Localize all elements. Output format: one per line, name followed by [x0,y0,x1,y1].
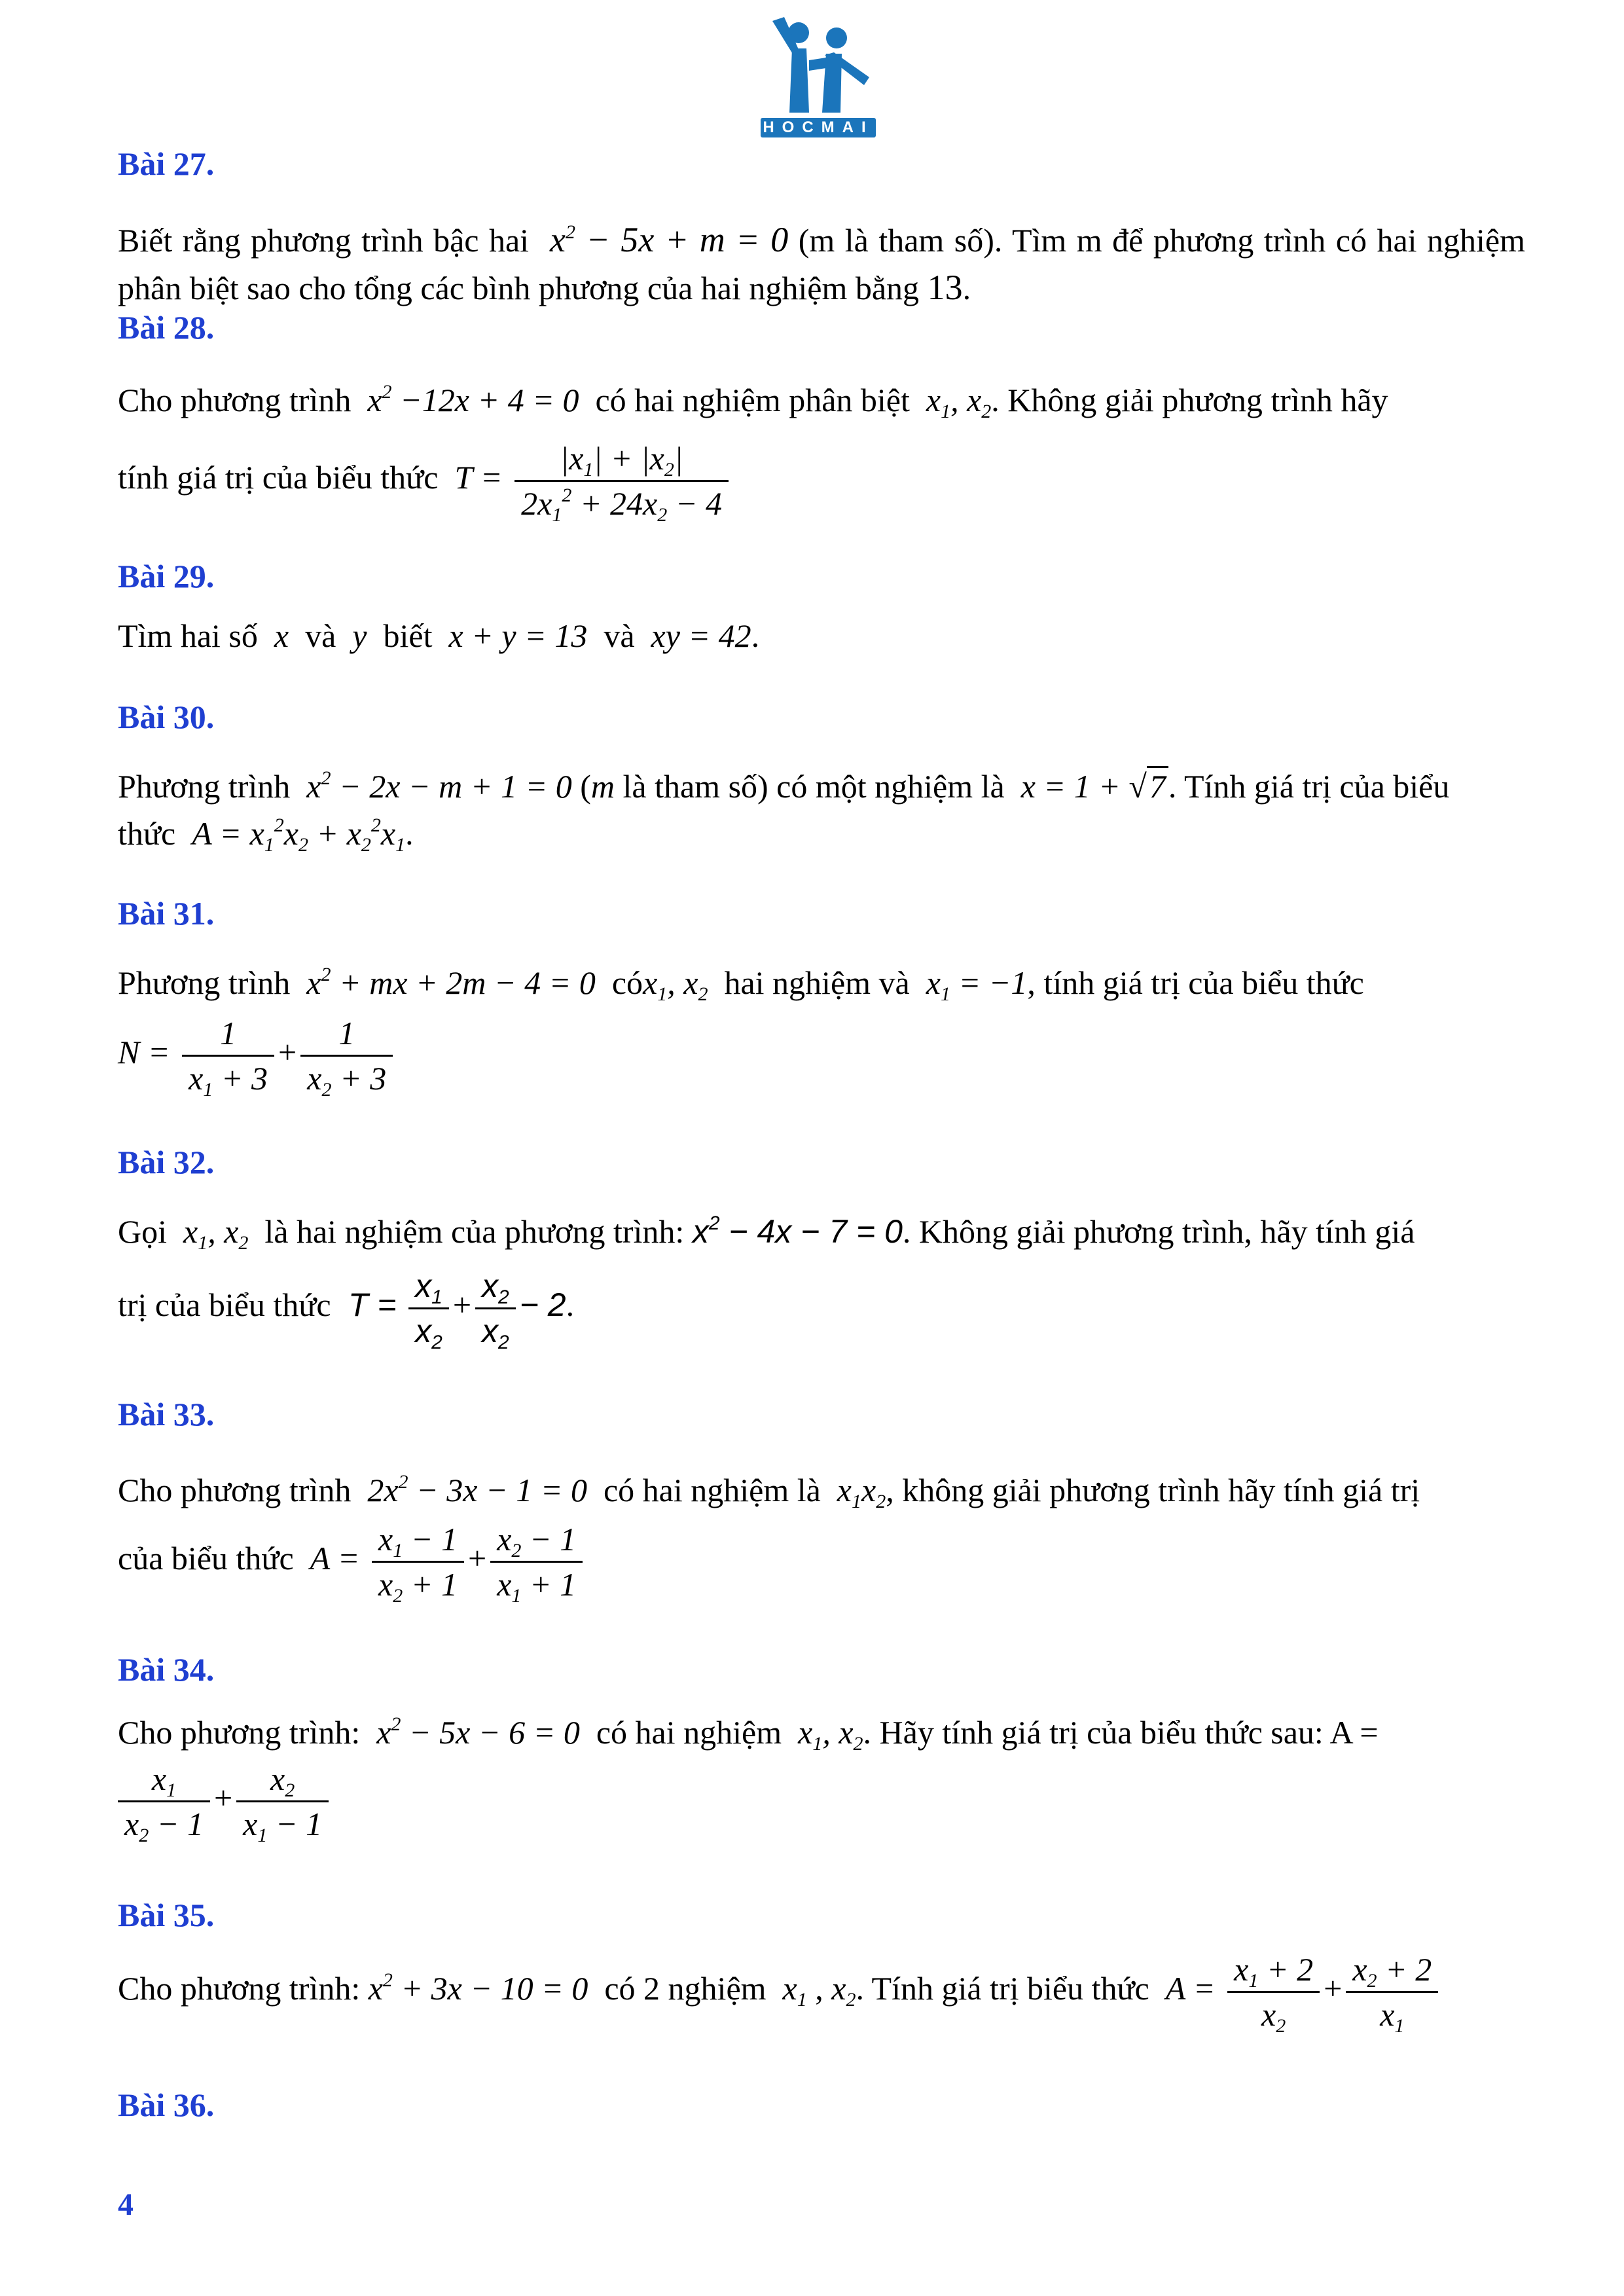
problem-29 [118,556,1525,659]
problem-30 [118,697,1525,857]
fraction: $\frac{x_1 - 1}{x_2 + 1}$ [372,1518,464,1606]
fraction: $\frac{x_2}{x_2}$ [475,1264,516,1353]
fraction: $\frac{x_1}{x_2 - 1}$ [118,1757,210,1846]
problem-text: Cho phương trình $x^2 -12x + 4 = 0$ có hai nghiệm phân biệt $x_1$, $x_2$. Không giải phương trình hãy [118,381,1388,422]
problem-text: Gọi $x_1$, $x_2$ là hai nghiệm của phương trình: $x^2 - 4x - 7 = 0$. Không giải phương trình, hãy tính giá [118,1212,1415,1254]
problem-title: Bài 32. [118,1144,215,1180]
problem-text: Cho phương trình: $x^2 + 3x - 10 = 0$ có 2 nghiệm $x_1$ , $x_2$. Tính giá trị biểu thức A = $\frac{x_1 + 2}{x_2}$ + $\frac{x_2 + 2}{x_1}$ [118,1948,1525,2036]
fraction: $\frac{x_2 + 2}{x_1}$ [1346,1948,1438,2036]
problem-text: Tìm hai số x và y biết x + y = 13 và xy = 42. [118,617,760,654]
problem-text: Biết rằng phương trình bậc hai $x^2 - 5x + m = 0$ (m là tham số). Tìm m để phương trình có hai nghiệm phân biệt sao cho tổng các bình phương của hai nghiệm bằng 13. [118,220,1526,307]
problem-27 [118,144,1525,312]
problem-34: Bài 34. Cho phương trình: $x^2 - 5x - 6 = 0$ có hai nghiệm $x_1$, $x_2$. Hãy tính giá trị của biểu thức sau: A = $\frac{x_1}{x_2 - 1}$ + $\frac{x_2}{x_1 - 1}$ [118,1650,1525,1846]
fraction: $\frac{x_1 + 2}{x_2}$ [1227,1948,1320,2036]
problem-title: Bài 34. [118,1651,215,1688]
page-number: 4 [118,2187,134,2222]
problem-text: Phương trình $x^2 - 2x - m + 1 = 0$ (m là tham số) có một nghiệm là x = 1 + √7. Tính giá trị của biểu thức $A = x_1^2x_2 + x_2^2x_1$. [118,767,1450,856]
equation: $x^2 - 5x + m = 0$ [539,220,789,259]
fraction: $\frac{1}{x_2 + 3}$ [300,1011,393,1100]
problem-28: Bài 28. Cho phương trình $x^2 -12x + 4 = 0$ có hai nghiệm phân biệt $x_1$, $x_2$. Không giải phương trình hãy tính giá trị của biểu thức T = $\frac{|x_1| + |x_2|}{2x_1^2 + 24x_2 - 4}$ [118,308,1525,525]
problem-text: Cho phương trình: $x^2 - 5x - 6 = 0$ có hai nghiệm $x_1$, $x_2$. Hãy tính giá trị của biểu thức sau: A = [118,1713,1379,1755]
problem-title: Bài 30. [118,699,215,735]
problem-33: Bài 33. Cho phương trình $2x^2 - 3x - 1 = 0$ có hai nghiệm là $x_1x_2$, không giải phương trình hãy tính giá trị của biểu thức A = $\frac{x_1 - 1}{x_2 + 1}$ + $\frac{x_2 - 1}{x_1 + 1}$ [118,1394,1525,1606]
problem-title: Bài 35. [118,1897,215,1933]
problem-title: Bài 28. [118,309,215,346]
fraction: $\frac{x_1}{x_2}$ [408,1264,449,1353]
problem-title: Bài 33. [118,1396,215,1432]
problem-text: Phương trình $x^2$ + mx + 2m − 4 = 0 cóx$_1$, $x_2$ hai nghiệm và $x_1 = -1$, tính giá trị của biểu thức [118,964,1364,1005]
problem-31: Bài 31. Phương trình $x^2$ + mx + 2m − 4 = 0 cóx$_1$, $x_2$ hai nghiệm và $x_1 = -1$, tính giá trị của biểu thức N = $\frac{1}{x_1 + 3}$ + $\frac{1}{x_2 + 3}$ [118,894,1525,1100]
problem-title: Bài 36. [118,2086,215,2123]
problem-32: Bài 32. Gọi $x_1$, $x_2$ là hai nghiệm của phương trình: $x^2 - 4x - 7 = 0$. Không giải phương trình, hãy tính giá trị của biểu thức T = $\frac{x_1}{x_2}$ + $\frac{x_2}{x_2}$ − 2. [118,1142,1525,1353]
problem-text: Cho phương trình $2x^2 - 3x - 1 = 0$ có hai nghiệm là $x_1x_2$, không giải phương trình hãy tính giá trị [118,1471,1420,1512]
problem-title: Bài 29. [118,558,215,594]
fraction: $\frac{1}{x_1 + 3}$ [182,1011,274,1100]
fraction: $\frac{|x_1| + |x_2|}{2x_1^2 + 24x_2 - 4}$ [514,437,729,525]
fraction: $\frac{x_2 - 1}{x_1 + 1}$ [490,1518,583,1606]
hocmai-logo-text: HOCMAI [761,118,876,137]
fraction: $\frac{x_2}{x_1 - 1}$ [236,1757,329,1846]
problem-35 [118,1895,1525,2036]
problem-title: Bài 31. [118,895,215,932]
problem-title: Bài 27. [118,145,215,182]
equation: $x^2 -12x + 4 = 0$ [359,381,587,418]
problem-36 [118,2085,1525,2124]
